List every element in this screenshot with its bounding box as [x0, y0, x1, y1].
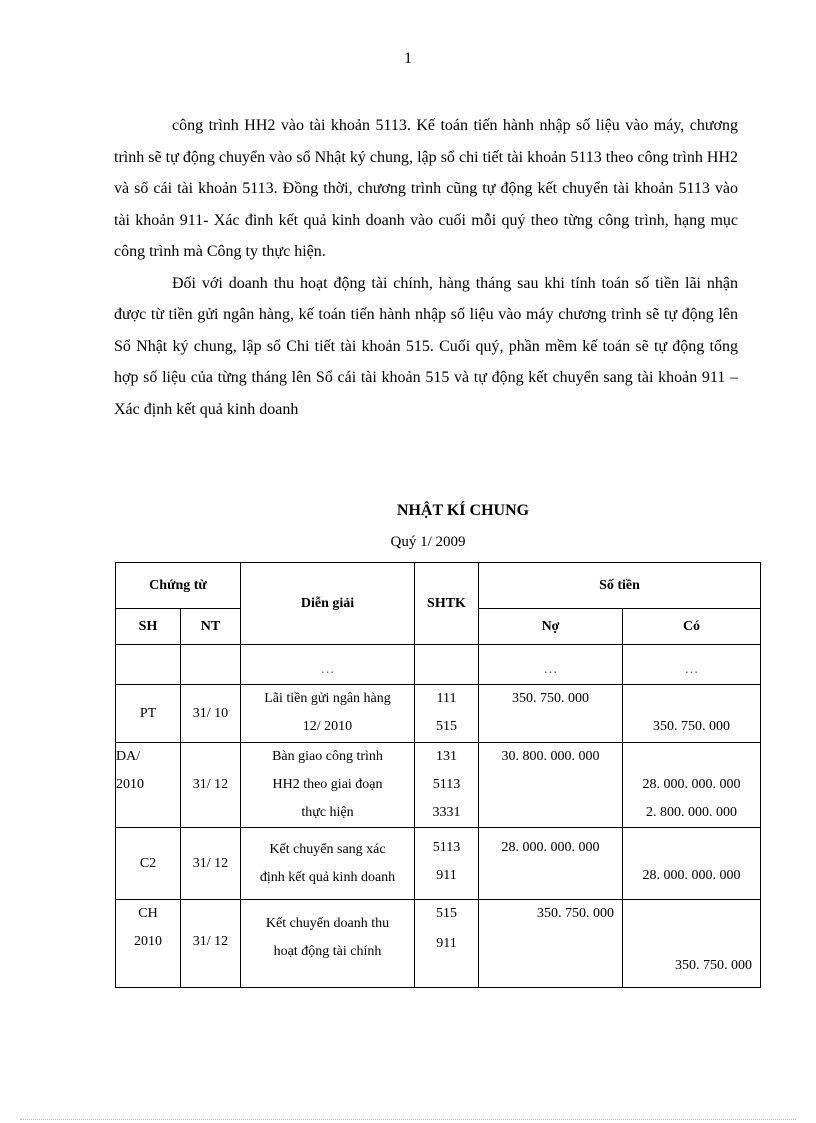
header-sh: SH	[116, 609, 181, 645]
bottom-rule	[20, 1119, 796, 1120]
journal-table	[115, 562, 761, 988]
cell-empty	[181, 645, 241, 685]
header-credit: Có	[623, 609, 761, 645]
cell-debit: 30. 800. 000. 000	[479, 743, 623, 828]
table-row	[116, 685, 761, 743]
journal-title: NHẬT KÍ CHUNG	[396, 502, 530, 519]
header-nt: NT	[181, 609, 241, 645]
table-row	[116, 900, 761, 988]
cell-credit: 350. 750. 000	[623, 685, 761, 743]
ellipsis-description: …	[241, 645, 415, 685]
cell-empty	[116, 645, 181, 685]
cell-description: Bàn giao công trình HH2 theo giai đoạn thực hiện	[241, 743, 415, 828]
page-number: 1	[404, 50, 412, 67]
header-account: SHTK	[415, 563, 479, 645]
cell-account: 515 911	[415, 900, 479, 988]
cell-debit: 350. 750. 000	[479, 685, 623, 743]
cell-nt: 31/ 12	[181, 743, 241, 828]
cell-sh: DA/ 2010	[116, 743, 181, 828]
cell-account: 131 5113 3331	[415, 743, 479, 828]
paragraph-2: Đối với doanh thu hoạt động tài chính, hàng tháng sau khi tính toán số tiền lãi nhận được từ tiền gửi ngân hàng, kế toán tiến hành nhập số liệu vào máy chương trình sẽ tự động lên Sổ Nhật ký chung, lập sổ Chi tiết tài khoản 515. Cuối quý, phần mềm kế toán sẽ tự động tổng hợp số liệu của từng tháng lên Sổ cái tài khoản 515 và tự động kết chuyển sang tài khoản 911 – Xác định kết quả kinh doanh	[114, 274, 738, 418]
body-text	[114, 110, 738, 425]
table-row	[116, 828, 761, 900]
cell-description: Kết chuyển doanh thu hoạt động tài chính	[241, 900, 415, 988]
ellipsis-debit: …	[479, 645, 623, 685]
cell-nt: 31/ 12	[181, 900, 241, 988]
cell-debit: 350. 750. 000	[479, 900, 623, 988]
cell-empty	[415, 645, 479, 685]
paragraph-1: công trình HH2 vào tài khoản 5113. Kế toán tiến hành nhập số liệu vào máy, chương trình sẽ tự động chuyển vào sổ Nhật ký chung, lập sổ chi tiết tài khoản 5113 theo công trình HH2 và sổ cái tài khoản 5113. Đồng thời, chương trình cũng tự động kết chuyển tài khoản 5113 vào tài khoản 911- Xác đinh kết quả kinh doanh vào cuối mỗi quý theo từng công trình, hạng mục công trình mà Công ty thực hiện.	[114, 117, 738, 260]
header-debit: Nợ	[479, 609, 623, 645]
cell-sh: C2	[116, 828, 181, 900]
cell-credit: 28. 000. 000. 000	[623, 828, 761, 900]
cell-debit: 28. 000. 000. 000	[479, 828, 623, 900]
table-row-ellipsis	[116, 645, 761, 685]
header-description: Diễn giải	[241, 563, 415, 645]
cell-description: Kết chuyển sang xác định kết quả kinh doanh	[241, 828, 415, 900]
cell-nt: 31/ 10	[181, 685, 241, 743]
cell-credit: 350. 750. 000	[623, 900, 761, 988]
journal-period: Quý 1/ 2009	[390, 534, 466, 550]
cell-account: 5113 911	[415, 828, 479, 900]
cell-description: Lãi tiền gửi ngân hàng 12/ 2010	[241, 685, 415, 743]
cell-nt: 31/ 12	[181, 828, 241, 900]
header-voucher: Chứng từ	[116, 563, 241, 609]
ellipsis-credit: …	[623, 645, 761, 685]
table-row	[116, 743, 761, 828]
cell-credit: 28. 000. 000. 000 2. 800. 000. 000	[623, 743, 761, 828]
header-amount: Số tiền	[479, 563, 761, 609]
cell-account: 111 515	[415, 685, 479, 743]
cell-sh: PT	[116, 685, 181, 743]
cell-sh: CH 2010	[116, 900, 181, 988]
